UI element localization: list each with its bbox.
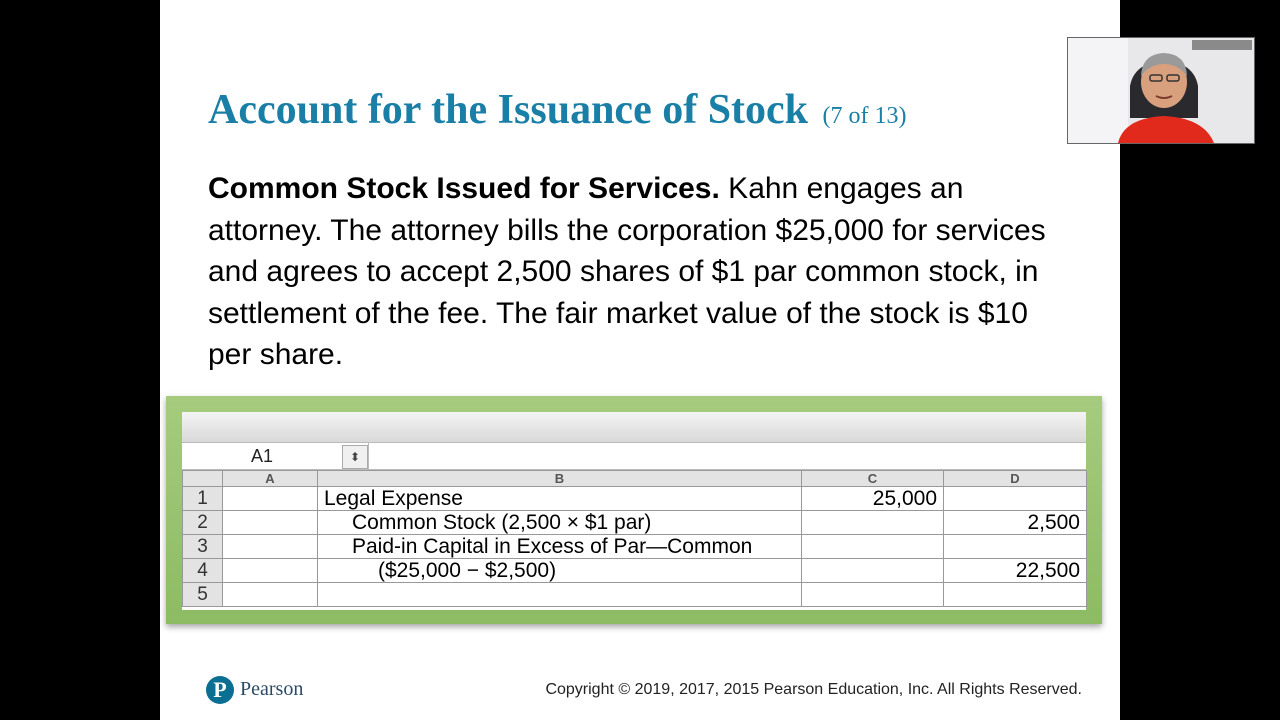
- copyright-notice: Copyright © 2019, 2017, 2015 Pearson Education, Inc. All Rights Reserved.: [545, 681, 1082, 698]
- cell-d5[interactable]: [944, 583, 1087, 607]
- column-header-row: [183, 471, 1087, 487]
- pearson-logo-icon: P: [206, 676, 234, 704]
- table-row: [183, 583, 1087, 607]
- slide: [160, 0, 1120, 720]
- column-header-b[interactable]: B: [318, 471, 802, 487]
- column-header-d[interactable]: D: [944, 471, 1087, 487]
- spreadsheet: [182, 412, 1086, 610]
- row-header[interactable]: 4: [183, 559, 223, 583]
- cell-c1[interactable]: 25,000: [802, 487, 944, 511]
- row-header[interactable]: 3: [183, 535, 223, 559]
- slide-body: [208, 168, 1068, 376]
- spreadsheet-toolbar: [182, 412, 1086, 443]
- column-header-c[interactable]: C: [802, 471, 944, 487]
- cell-b3[interactable]: Paid-in Capital in Excess of Par—Common: [318, 535, 802, 559]
- table-row: [183, 487, 1087, 511]
- cell-a1[interactable]: [223, 487, 318, 511]
- table-row: [183, 511, 1087, 535]
- table-row: [183, 535, 1087, 559]
- cell-c4[interactable]: [802, 559, 944, 583]
- cell-a3[interactable]: [223, 535, 318, 559]
- row-header[interactable]: 5: [183, 583, 223, 607]
- table-row: [183, 559, 1087, 583]
- select-all-corner[interactable]: [183, 471, 223, 487]
- presenter-image: [1068, 38, 1254, 143]
- cell-a5[interactable]: [223, 583, 318, 607]
- cell-d4[interactable]: 22,500: [944, 559, 1087, 583]
- cell-a4[interactable]: [223, 559, 318, 583]
- slide-title-text: Account for the Issuance of Stock: [208, 87, 809, 133]
- formula-bar: [182, 443, 1086, 470]
- cell-d3[interactable]: [944, 535, 1087, 559]
- webcam-video: [1067, 37, 1255, 144]
- body-heading: Common Stock Issued for Services.: [208, 172, 720, 205]
- column-header-a[interactable]: A: [223, 471, 318, 487]
- slide-title: [208, 86, 907, 134]
- cell-d2[interactable]: 2,500: [944, 511, 1087, 535]
- row-header[interactable]: 2: [183, 511, 223, 535]
- cell-c3[interactable]: [802, 535, 944, 559]
- cell-a2[interactable]: [223, 511, 318, 535]
- cell-b5[interactable]: [318, 583, 802, 607]
- cell-c5[interactable]: [802, 583, 944, 607]
- spreadsheet-grid: [182, 470, 1087, 607]
- spreadsheet-frame: [166, 396, 1102, 624]
- body-text: Kahn engages an attorney. The attorney bills the corporation $25,000 for services and agrees to accept 2,500 shares of $1 par common stock, in settlement of the fee. The fair market value of the stock is $10 per share.: [208, 172, 1046, 371]
- row-header[interactable]: 1: [183, 487, 223, 511]
- pearson-brand: Pearson: [240, 678, 304, 700]
- slide-title-counter: (7 of 13): [822, 103, 907, 129]
- cell-b1[interactable]: Legal Expense: [318, 487, 802, 511]
- cell-d1[interactable]: [944, 487, 1087, 511]
- cell-b2[interactable]: Common Stock (2,500 × $1 par): [318, 511, 802, 535]
- name-box[interactable]: A1: [250, 446, 274, 466]
- formula-bar-divider: [368, 443, 369, 469]
- cell-c2[interactable]: [802, 511, 944, 535]
- name-box-stepper-icon[interactable]: ⬍: [342, 445, 368, 469]
- cell-b4[interactable]: ($25,000 − $2,500): [318, 559, 802, 583]
